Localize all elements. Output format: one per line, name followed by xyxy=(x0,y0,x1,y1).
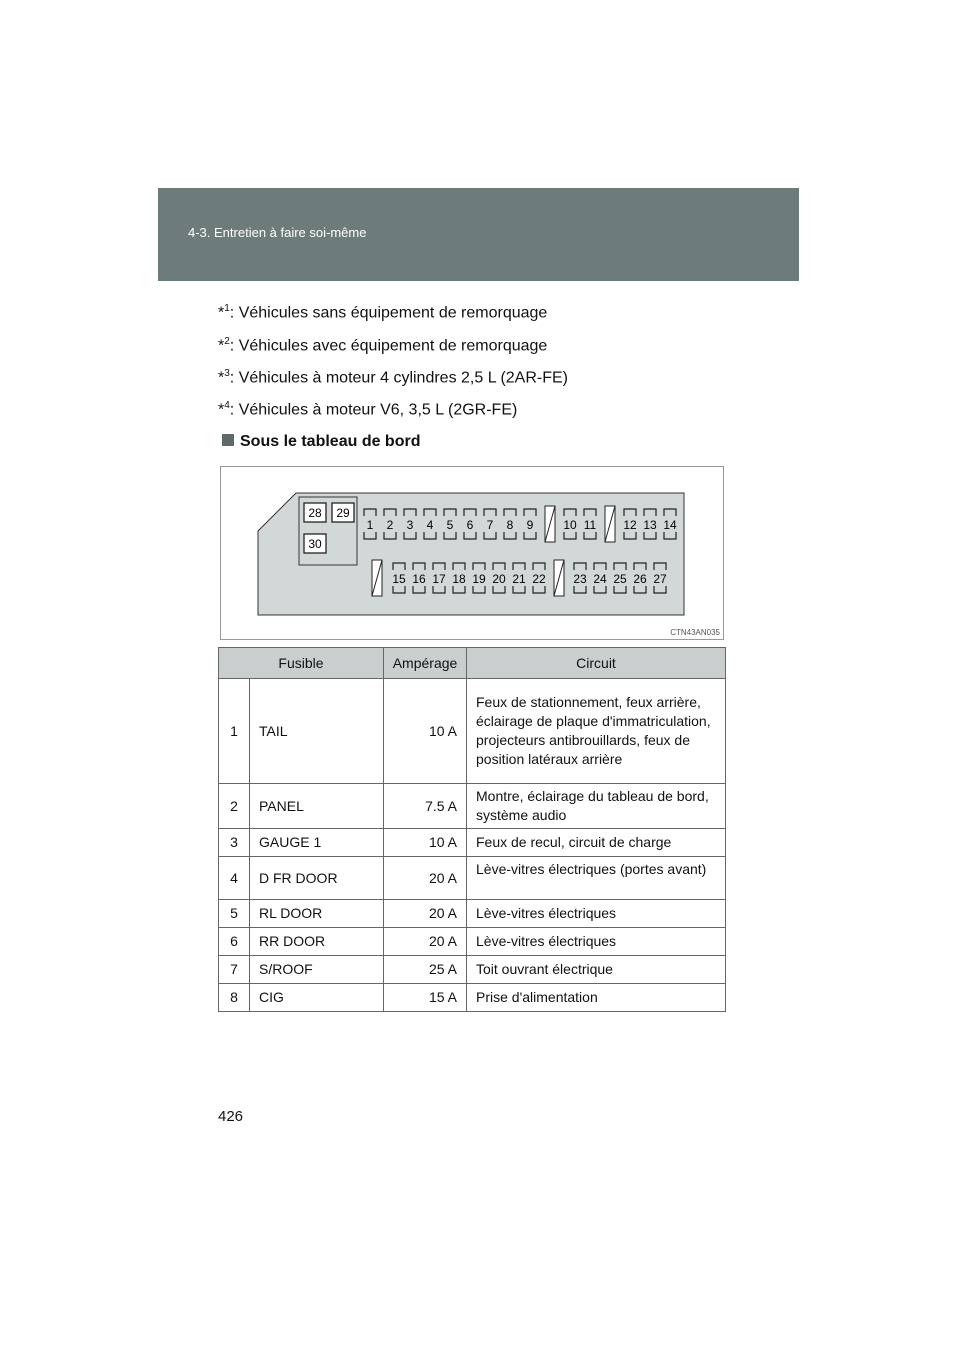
fuse-amperage: 25 A xyxy=(384,956,467,984)
fuse-label: 21 xyxy=(512,572,526,586)
fuse-label: 25 xyxy=(613,572,627,586)
fuse-label: 24 xyxy=(593,572,607,586)
fuse-label: 5 xyxy=(446,518,454,532)
footnote-2 xyxy=(218,336,547,355)
header-circuit: Circuit xyxy=(467,648,726,679)
footnote-number: 3 xyxy=(224,368,230,379)
fuse-number: 3 xyxy=(219,829,250,857)
fuse-label: 23 xyxy=(573,572,587,586)
header-fuse: Fusible xyxy=(219,648,384,679)
footnote-marker: * xyxy=(218,337,225,355)
footnote-3 xyxy=(218,368,568,387)
subheading xyxy=(222,433,420,451)
fuse-circuit: Montre, éclairage du tableau de bord, système audio xyxy=(467,784,726,829)
fuse-box-svg xyxy=(221,467,723,639)
table-row xyxy=(219,857,726,900)
fuse-label: 16 xyxy=(412,572,426,586)
fuse-label: 19 xyxy=(472,572,486,586)
fuse-number: 1 xyxy=(219,679,250,784)
fuse-amperage: 10 A xyxy=(384,829,467,857)
fuse-label: 8 xyxy=(506,518,514,532)
fuse-label: 9 xyxy=(526,518,534,532)
fuse-circuit: Lève-vitres électriques (portes avant) xyxy=(467,857,726,900)
fuse-label: 7 xyxy=(486,518,494,532)
footnote-4 xyxy=(218,400,517,419)
fuse-circuit: Lève-vitres électriques xyxy=(467,900,726,928)
fuse-label: 27 xyxy=(653,572,667,586)
footnote-marker: * xyxy=(218,369,225,387)
fuse-number: 8 xyxy=(219,984,250,1012)
fuse-label: 26 xyxy=(633,572,647,586)
footnote-number: 1 xyxy=(224,303,230,314)
subheading-text: Sous le tableau de bord xyxy=(240,433,421,450)
fuse-amperage: 7.5 A xyxy=(384,784,467,829)
fuse-number: 7 xyxy=(219,956,250,984)
fuse-circuit: Feux de recul, circuit de charge xyxy=(467,829,726,857)
footnote-1 xyxy=(218,303,547,322)
footnote-text: : Véhicules avec équipement de remorquage xyxy=(229,337,548,355)
fuse-name: GAUGE 1 xyxy=(250,829,384,857)
footnote-marker: * xyxy=(218,401,225,419)
fuse-number: 5 xyxy=(219,900,250,928)
fuse-name: D FR DOOR xyxy=(250,857,384,900)
boxed-fuse-label: 28 xyxy=(308,506,322,520)
table-row xyxy=(219,928,726,956)
table-row xyxy=(219,829,726,857)
boxed-fuse-label: 30 xyxy=(308,537,322,551)
footnote-text: : Véhicules à moteur V6, 3,5 L (2GR-FE) xyxy=(229,401,518,419)
fuse-name: RR DOOR xyxy=(250,928,384,956)
fuse-label: 15 xyxy=(392,572,406,586)
fuse-circuit: Prise d'alimentation xyxy=(467,984,726,1012)
fuse-circuit: Feux de stationnement, feux arrière, éclairage de plaque d'immatriculation, projecteurs antibrouillards, feux de position latéraux arrière xyxy=(467,679,726,784)
fuse-label: 14 xyxy=(663,518,677,532)
footnote-number: 2 xyxy=(224,336,230,347)
fuse-number: 6 xyxy=(219,928,250,956)
table-header-row xyxy=(219,648,726,679)
fuse-label: 1 xyxy=(366,518,374,532)
fuse-name: TAIL xyxy=(250,679,384,784)
fuse-name: CIG xyxy=(250,984,384,1012)
fuse-label: 18 xyxy=(452,572,466,586)
fuse-label: 17 xyxy=(432,572,446,586)
fuse-label: 10 xyxy=(563,518,577,532)
section-header xyxy=(158,188,799,281)
fuse-label: 20 xyxy=(492,572,506,586)
fuse-label: 6 xyxy=(466,518,474,532)
fuse-label: 22 xyxy=(532,572,546,586)
fuse-amperage: 10 A xyxy=(384,679,467,784)
diagram-code: CTN43AN035 xyxy=(670,628,720,637)
fuse-number: 2 xyxy=(219,784,250,829)
footnote-text: : Véhicules sans équipement de remorquage xyxy=(229,304,548,322)
page-number: 426 xyxy=(218,1108,244,1125)
fuse-name: RL DOOR xyxy=(250,900,384,928)
fuse-label: 3 xyxy=(406,518,414,532)
footnote-marker: * xyxy=(218,304,225,322)
fuse-label: 12 xyxy=(623,518,637,532)
fuse-table xyxy=(218,647,726,1012)
table-row xyxy=(219,679,726,784)
section-title: 4-3. Entretien à faire soi-même xyxy=(188,225,367,240)
fuse-circuit: Toit ouvrant électrique xyxy=(467,956,726,984)
fuse-label: 2 xyxy=(386,518,394,532)
fuse-label: 11 xyxy=(583,518,597,532)
footnote-text: : Véhicules à moteur 4 cylindres 2,5 L (2AR-FE) xyxy=(229,369,569,387)
fuse-label: 4 xyxy=(426,518,434,532)
fuse-amperage: 20 A xyxy=(384,928,467,956)
header-amp: Ampérage xyxy=(384,648,467,679)
square-bullet-icon xyxy=(222,434,234,446)
table-row xyxy=(219,900,726,928)
fuse-amperage: 15 A xyxy=(384,984,467,1012)
boxed-fuse-label: 29 xyxy=(336,506,350,520)
fuse-box-diagram xyxy=(220,466,724,640)
fuse-name: S/ROOF xyxy=(250,956,384,984)
fuse-name: PANEL xyxy=(250,784,384,829)
fuse-circuit: Lève-vitres électriques xyxy=(467,928,726,956)
table-row xyxy=(219,956,726,984)
table-row xyxy=(219,784,726,829)
fuse-number: 4 xyxy=(219,857,250,900)
table-row xyxy=(219,984,726,1012)
fuse-label: 13 xyxy=(643,518,657,532)
footnote-number: 4 xyxy=(224,400,230,411)
fuse-amperage: 20 A xyxy=(384,857,467,900)
fuse-amperage: 20 A xyxy=(384,900,467,928)
